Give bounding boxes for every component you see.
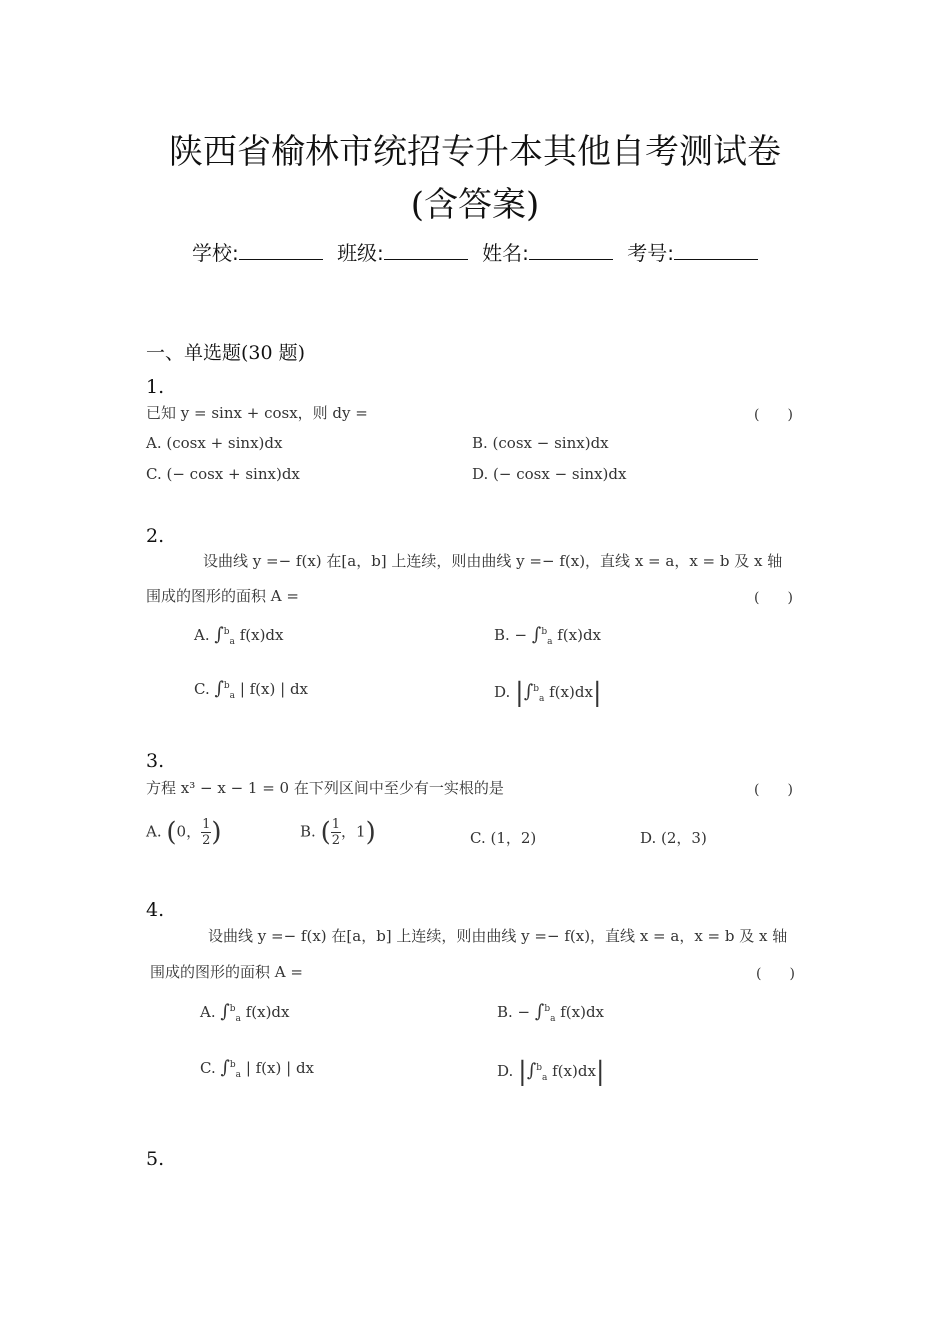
upper-limit: b (541, 627, 548, 637)
question-number: 2. (146, 525, 165, 547)
school-blank[interactable] (239, 241, 323, 260)
option-label: B. − (494, 626, 528, 644)
option-c[interactable] (200, 1057, 314, 1080)
answer-parentheses: ( ) (754, 782, 793, 798)
option-c[interactable]: C. (− cosx + sinx)dx (146, 465, 300, 483)
upper-limit: b (533, 684, 539, 694)
question-stem-line2: 围成的图形的面积 A = (150, 963, 303, 981)
paren-right: ) (365, 817, 376, 848)
option-d[interactable] (494, 678, 602, 708)
page-subtitle: (含答案) (410, 185, 540, 225)
numerator: 1 (331, 817, 341, 832)
paren-left: ( (166, 817, 177, 848)
option-label: D. (497, 1062, 514, 1080)
lower-limit: a (235, 1070, 242, 1080)
lower-limit: a (229, 637, 235, 647)
exam-no-field[interactable] (627, 237, 758, 266)
class-blank[interactable] (384, 241, 468, 260)
integrand: f(x)dx (245, 1003, 290, 1021)
option-a[interactable] (146, 817, 222, 848)
option-d[interactable]: D. (2，3) (640, 829, 707, 847)
integral-sign: ∫ (214, 678, 224, 699)
upper-limit: b (229, 1060, 236, 1070)
question-stem-line1: 设曲线 y =− f(x) 在[a，b] 上连续，则由曲线 y =− f(x)，直线 x = a，x = b 及 x 轴 (203, 552, 783, 570)
name-field[interactable] (482, 237, 613, 266)
school-field[interactable] (192, 237, 323, 266)
integral-sign: ∫ (531, 624, 542, 645)
option-label: C. (194, 680, 210, 698)
option-b[interactable] (494, 624, 601, 647)
denominator: 2 (202, 833, 211, 848)
answer-parentheses: ( ) (754, 407, 793, 423)
option-c[interactable]: C. (1，2) (470, 829, 537, 847)
question-stem: 已知 y = sinx + cosx，则 dy = (146, 404, 368, 422)
question-stem: 方程 x³ − x − 1 = 0 在下列区间中至少有一实根的是 (146, 779, 504, 797)
integrand: f(x)dx (549, 683, 593, 701)
integral-sign: ∫ (220, 1057, 230, 1078)
option-b[interactable]: B. (cosx − sinx)dx (472, 434, 609, 452)
option-a[interactable] (200, 1001, 289, 1024)
interval-start: 0， (176, 822, 202, 841)
integral-sign: ∫ (214, 624, 224, 645)
integrand: f(x)dx (239, 626, 284, 644)
lower-limit: a (235, 1014, 241, 1024)
lower-limit: a (550, 1014, 556, 1024)
question-number: 5. (146, 1148, 165, 1170)
question-stem-line2: 围成的图形的面积 A = (146, 587, 299, 605)
option-b[interactable] (300, 817, 376, 848)
student-info-row (0, 237, 950, 266)
integrand: f(x)dx (557, 626, 602, 644)
numerator: 1 (202, 817, 211, 832)
abs-bar-right: | (592, 678, 602, 708)
school-label: 学校: (191, 241, 239, 265)
question-number: 3. (146, 750, 165, 772)
upper-limit: b (223, 681, 230, 691)
option-label: A. (200, 1003, 216, 1021)
option-a[interactable]: A. (cosx + sinx)dx (146, 434, 283, 452)
fraction (201, 817, 211, 848)
page-title: 陕西省榆林市统招专升本其他自考测试卷 (169, 132, 781, 172)
option-c[interactable] (194, 678, 308, 701)
class-label: 班级: (337, 241, 384, 265)
lower-limit: a (229, 691, 236, 701)
upper-limit: b (223, 627, 230, 637)
integral-sign: ∫ (534, 1001, 545, 1022)
option-label: A. (194, 626, 210, 644)
question-number: 4. (146, 899, 165, 921)
abs-bar-left: | (515, 678, 524, 708)
lower-limit: a (541, 1073, 548, 1083)
fraction (331, 817, 341, 848)
integral-sign: ∫ (220, 1001, 230, 1022)
class-field[interactable] (337, 237, 468, 266)
integrand: f(x)dx (560, 1003, 605, 1021)
option-d[interactable]: D. (− cosx − sinx)dx (472, 465, 627, 483)
name-blank[interactable] (529, 241, 613, 260)
option-d[interactable] (497, 1057, 605, 1087)
abs-bar-left: | (518, 1057, 527, 1087)
paren-right: ) (211, 817, 222, 848)
option-b[interactable] (497, 1001, 604, 1024)
question-number: 1. (146, 376, 165, 398)
question-stem-line1: 设曲线 y =− f(x) 在[a，b] 上连续，则由曲线 y =− f(x)，直线 x = a，x = b 及 x 轴 (208, 927, 788, 945)
section-heading: 一、单选题(30 题) (146, 342, 306, 364)
integrand: | f(x) | dx (239, 680, 309, 698)
answer-parentheses: ( ) (754, 590, 793, 606)
denominator: 2 (331, 833, 341, 848)
integral-sign: ∫ (526, 1060, 537, 1081)
upper-limit: b (544, 1004, 551, 1014)
upper-limit: b (229, 1004, 236, 1014)
option-label: A. (146, 822, 162, 841)
option-a[interactable] (194, 624, 283, 647)
integrand: | f(x) | dx (245, 1059, 315, 1077)
answer-parentheses: ( ) (756, 966, 795, 982)
option-label: B. (300, 822, 316, 841)
option-label: D. (494, 683, 511, 701)
exam-no-label: 考号: (627, 241, 675, 265)
integral-sign: ∫ (523, 681, 534, 702)
upper-limit: b (536, 1063, 542, 1073)
abs-bar-right: | (595, 1057, 605, 1087)
paren-left: ( (320, 817, 331, 848)
lower-limit: a (547, 637, 553, 647)
integrand: f(x)dx (552, 1062, 596, 1080)
exam-no-blank[interactable] (674, 241, 758, 260)
name-label: 姓名: (482, 241, 529, 265)
lower-limit: a (538, 694, 545, 704)
interval-end: ，1 (341, 822, 366, 841)
option-label: B. − (497, 1003, 531, 1021)
option-label: C. (200, 1059, 216, 1077)
